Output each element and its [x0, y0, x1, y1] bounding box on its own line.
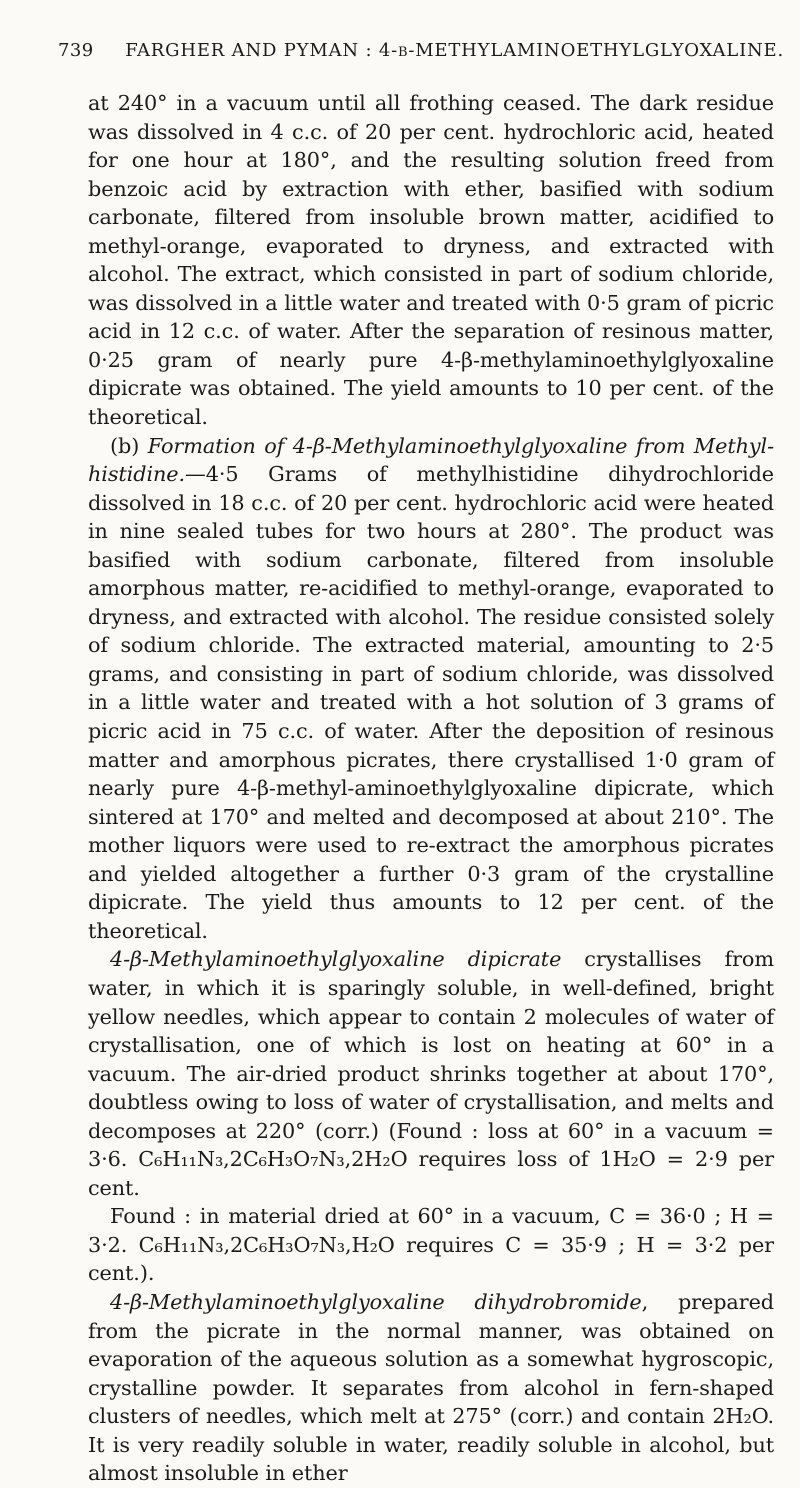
paragraph-text: Found : in material dried at 60° in a vacuum, C = 36·0 ; H = 3·2. — [88, 1204, 774, 1257]
paragraph-text: = 2·9 per cent. — [88, 1147, 774, 1200]
paragraph-text: requires C = 35·9 ; H = 3·2 per cent.). — [88, 1232, 774, 1286]
page-number: 739 — [58, 40, 94, 61]
running-title: FARGHER AND PYMAN : 4-β-METHYLAMINOETHYLGLYOXALINE. — [125, 40, 784, 61]
paragraph-found — [88, 1202, 774, 1288]
formula: 2H₂O — [712, 1404, 768, 1429]
paragraph-text: crystallises from water, in which it is sparingly soluble, in well-defined, bright yellow needles, which appear to contain 2 molecules of water of crystallisation, one of which is lost on heating at 60° in a vacuum. The air-dried product shrinks together at about 170°, doubtless owing to loss of water of crystallisation, and melts and decomposes at 220° (corr.) (Found : loss at 60° in a vacuum = 3·6. — [88, 947, 774, 1172]
paragraph-text: . It is very readily soluble in water, readily soluble in alcohol, but almost insoluble in ether — [88, 1404, 774, 1486]
running-header — [58, 40, 784, 61]
formula: 1H₂O — [599, 1147, 656, 1172]
section-label: (b) — [110, 433, 140, 458]
formula: C₆H₁₁N₃,2C₆H₃O₇N₃,H₂O — [138, 1232, 395, 1257]
section-heading: Formation of 4-β-Methylaminoethylglyoxaline from Methyl-histidine. — [88, 433, 775, 487]
paragraph-text: requires loss of — [407, 1147, 600, 1172]
paragraph-text: at 240° in a vacuum until all frothing ceased. The dark residue was dissolved in 4 c.c. of 20 per cent. hydrochloric acid, heated for one hour at 180°, and the resulting solution freed from benzoic acid by extraction with ether, basified with sodium carbonate, filtered from insoluble brown matter, acidified to methyl-orange, evaporated to dryness, and extracted with alcohol. The extract, which consisted in part of sodium chloride, was dissolved in a little water and treated with 0·5 gram of picric acid in 12 c.c. of water. After the separation of resinous matter, 0·25 gram of nearly pure 4-β-methylaminoethylglyoxaline dipicrate was obtained. The yield amounts to 10 per cent. of the theoretical. — [88, 91, 774, 430]
paragraph-formation-b — [88, 432, 774, 946]
paragraph-continuation — [88, 89, 774, 432]
paragraph-dihydrobromide — [88, 1288, 774, 1488]
compound-heading: 4-β-Methylaminoethylglyoxaline dipicrate — [110, 947, 562, 972]
paragraph-text: , prepared from the picrate in the normal manner, was obtained on evaporation of the aqueous solution as a somewhat hygroscopic, crystalline powder. It separates from alcohol in fern-shaped clusters of needles, which melt at 275° (corr.) and contain — [88, 1289, 774, 1429]
formula: C₆H₁₁N₃,2C₆H₃O₇N₃,2H₂O — [138, 1147, 408, 1172]
paragraph-text: —4·5 Grams of methylhistidine dihydrochloride dissolved in 18 c.c. of 20 per cent. hydrochloric acid were heated in nine sealed tubes for two hours at 280°. The product was basified with sodium carbonate, filtered from insoluble amorphous matter, re-acidified to methyl-orange, evaporated to dryness, and extracted with alcohol. The residue consisted solely of sodium chloride. The extracted material, amounting to 2·5 grams, and consisting in part of sodium chloride, was dissolved in a little water and treated with a hot solution of 3 grams of picric acid in 75 c.c. of water. After the deposition of resinous matter and amorphous picrates, there crystallised 1·0 gram of nearly pure 4-β-methyl-aminoethylglyoxaline dipicrate, which sintered at 170° and melted and decomposed at about 210°. The mother liquors were used to re-extract the amorphous picrates and yielded altogether a further 0·3 gram of the crystalline dipicrate. The yield thus amounts to 12 per cent. of the theoretical. — [88, 462, 774, 943]
compound-heading: 4-β-Methylaminoethylglyoxaline dihydrobromide — [110, 1289, 642, 1314]
body-text — [88, 89, 774, 1488]
paragraph-dipicrate — [88, 945, 774, 1202]
